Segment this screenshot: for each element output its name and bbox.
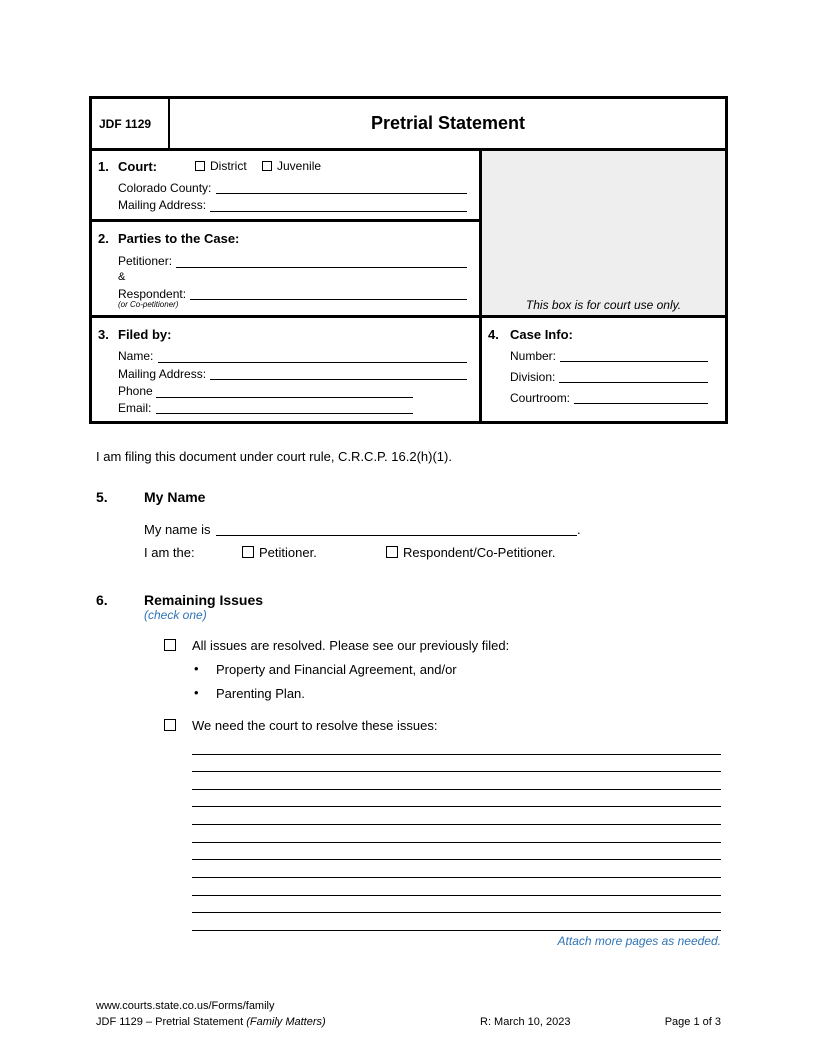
petitioner-option: Petitioner.	[259, 545, 317, 560]
court-use-text: This box is for court use only.	[525, 298, 682, 312]
division-field[interactable]	[559, 382, 708, 383]
parties-number: 2.	[98, 231, 109, 246]
form-code: JDF 1129	[99, 117, 152, 131]
issues-writing-line[interactable]	[192, 895, 721, 896]
role-label: I am the:	[144, 545, 195, 560]
caption-divider	[89, 315, 728, 318]
issues-writing-line[interactable]	[192, 877, 721, 878]
issues-writing-line[interactable]	[192, 789, 721, 790]
issues-unresolved-label: We need the court to resolve these issues:	[192, 718, 438, 733]
filer-email-field[interactable]	[156, 413, 413, 414]
filer-name-label: Name:	[118, 349, 154, 363]
juvenile-label: Juvenile	[277, 159, 322, 173]
respondent-field[interactable]	[190, 299, 467, 300]
section6-number: 6.	[96, 592, 108, 608]
case-number-label: Number:	[510, 349, 557, 363]
court-number: 1.	[98, 159, 109, 174]
caption-divider	[89, 219, 481, 222]
footer-revision: R: March 10, 2023	[480, 1016, 571, 1028]
footer-url: www.courts.state.co.us/Forms/family	[96, 1000, 275, 1012]
court-address-field[interactable]	[210, 211, 467, 212]
issues-resolved-checkbox[interactable]	[164, 639, 176, 651]
my-name-suffix: .	[577, 522, 581, 537]
form-title: Pretrial Statement	[370, 113, 526, 133]
issues-resolved-label: All issues are resolved. Please see our previously filed:	[192, 638, 510, 653]
my-name-prefix: My name is	[144, 522, 211, 537]
respondent-label: Respondent:	[118, 287, 187, 301]
respondent-option: Respondent/Co-Petitioner.	[403, 545, 556, 560]
issues-writing-line[interactable]	[192, 806, 721, 807]
my-name-field[interactable]	[216, 535, 577, 536]
section6-hint: (check one)	[144, 608, 207, 622]
filer-phone-label: Phone	[118, 384, 153, 398]
division-label: Division:	[510, 370, 556, 384]
issues-writing-line[interactable]	[192, 912, 721, 913]
ampersand: &	[118, 271, 126, 283]
case-info-label: Case Info:	[510, 327, 573, 342]
bullet-icon: •	[194, 661, 199, 676]
issues-writing-line[interactable]	[192, 859, 721, 860]
footer-page-number: Page 1 of 3	[664, 1016, 721, 1028]
petitioner-label: Petitioner:	[118, 254, 173, 268]
issues-writing-line[interactable]	[192, 930, 721, 931]
case-info-number: 4.	[488, 327, 499, 342]
bullet-item-agreement: Property and Financial Agreement, and/or	[216, 662, 457, 677]
petitioner-checkbox[interactable]	[242, 546, 254, 558]
courtroom-field[interactable]	[574, 403, 708, 404]
intro-statement: I am filing this document under court rule, C.R.C.P. 16.2(h)(1).	[96, 449, 452, 464]
filer-address-label: Mailing Address:	[118, 367, 207, 381]
caption-divider	[479, 148, 482, 424]
filed-by-number: 3.	[98, 327, 109, 342]
district-label: District	[210, 159, 247, 173]
attach-note: Attach more pages as needed.	[557, 934, 721, 948]
bullet-item-parenting-plan: Parenting Plan.	[216, 686, 305, 701]
issues-writing-line[interactable]	[192, 754, 721, 755]
parties-label: Parties to the Case:	[118, 231, 240, 246]
issues-unresolved-checkbox[interactable]	[164, 719, 176, 731]
issues-writing-line[interactable]	[192, 842, 721, 843]
case-number-field[interactable]	[560, 361, 708, 362]
county-label: Colorado County:	[118, 181, 212, 195]
court-label: Court:	[118, 159, 157, 174]
filer-address-field[interactable]	[210, 379, 467, 380]
issues-writing-line[interactable]	[192, 824, 721, 825]
section6-title: Remaining Issues	[144, 592, 264, 608]
juvenile-checkbox[interactable]	[262, 161, 272, 171]
filed-by-label: Filed by:	[118, 327, 172, 342]
county-field[interactable]	[216, 193, 467, 194]
caption-divider	[89, 148, 728, 151]
footer-form-name: JDF 1129 – Pretrial Statement	[96, 1016, 244, 1028]
respondent-checkbox[interactable]	[386, 546, 398, 558]
section5-title: My Name	[144, 489, 206, 505]
court-use-box	[482, 151, 725, 316]
filer-phone-field[interactable]	[156, 397, 413, 398]
filer-name-field[interactable]	[158, 362, 467, 363]
district-checkbox[interactable]	[195, 161, 205, 171]
courtroom-label: Courtroom:	[510, 391, 571, 405]
section5-number: 5.	[96, 489, 108, 505]
footer-form-category: (Family Matters)	[246, 1016, 326, 1028]
issues-writing-line[interactable]	[192, 771, 721, 772]
bullet-icon: •	[194, 685, 199, 700]
footer-form-line	[96, 1016, 326, 1028]
petitioner-field[interactable]	[176, 267, 467, 268]
court-address-label: Mailing Address:	[118, 198, 207, 212]
filer-email-label: Email:	[118, 401, 152, 415]
respondent-note: (or Co-petitioner)	[118, 300, 179, 309]
